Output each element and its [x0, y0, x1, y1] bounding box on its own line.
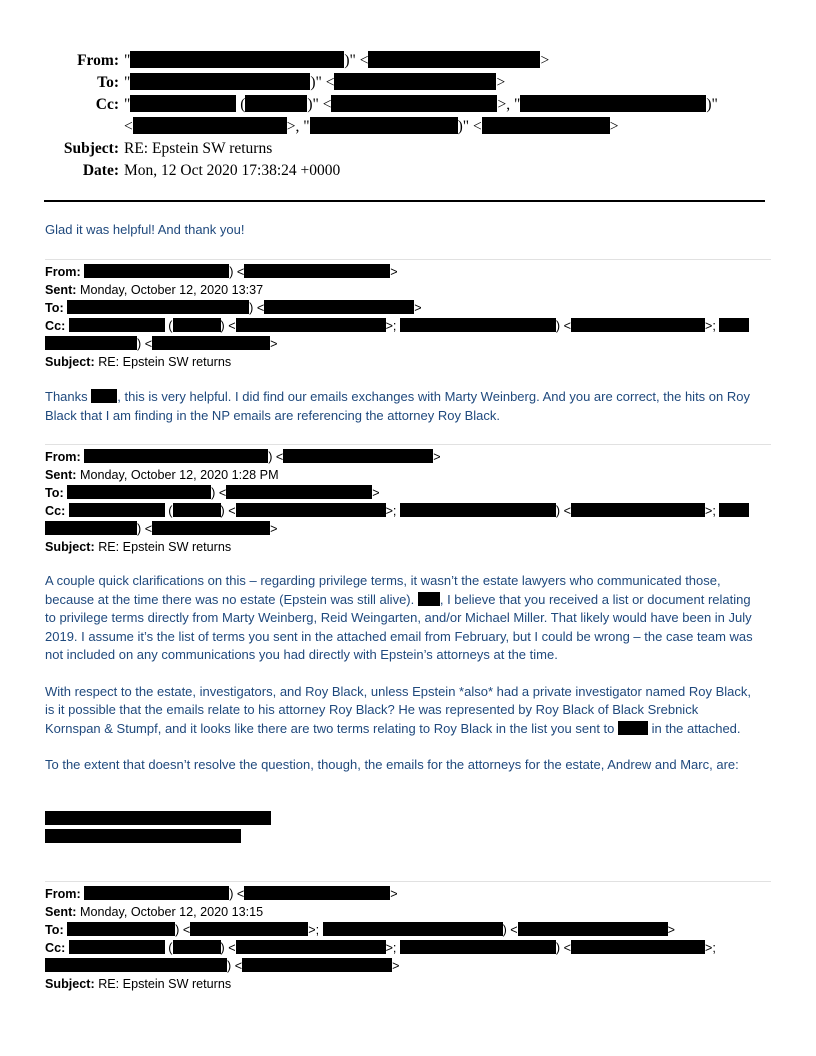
subject-value: RE: Epstein SW returns: [98, 355, 232, 369]
date-label: Date:: [82, 162, 119, 179]
redaction: [236, 318, 386, 332]
redaction: [400, 503, 556, 517]
subject-label: Subject:: [63, 140, 119, 157]
redaction: [190, 922, 308, 936]
redaction: [719, 503, 749, 517]
to-label: To:: [45, 301, 64, 315]
subject-label: Subject:: [45, 540, 95, 554]
cc-label: Cc:: [95, 96, 119, 113]
redaction: [130, 73, 310, 90]
redaction: [67, 300, 249, 314]
redaction: [226, 485, 372, 499]
redaction: [283, 449, 433, 463]
redaction: [152, 336, 270, 350]
redaction: [45, 811, 271, 825]
subject-value: RE: Epstein SW returns: [98, 977, 232, 991]
paragraph: To the extent that doesn’t resolve the question, though, the emails for the attorneys for the estate, Andrew and Marc, are:: [45, 757, 739, 772]
redaction: [173, 318, 221, 332]
redaction: [245, 95, 307, 112]
redaction: [242, 958, 392, 972]
message-separator: [45, 259, 771, 260]
quoted-header-1: From: ) < > Sent: Monday, October 12, 2020 13:37 To: ) < > Cc: ( ) < >; ) < >; ) < > Subject: RE: Epstein SW returns: [45, 263, 749, 371]
redaction: [69, 940, 165, 954]
cc-value: " ( )" < >, " )": [124, 96, 718, 113]
redaction: [400, 318, 556, 332]
cc-label: Cc:: [45, 319, 66, 333]
subject-value: RE: Epstein SW returns: [124, 140, 273, 157]
header-date-row: [0, 160, 816, 182]
redaction: [331, 95, 497, 112]
sent-value: Monday, October 12, 2020 1:28 PM: [79, 468, 279, 482]
redaction: [571, 940, 705, 954]
message-body-1: Thanks , this is very helpful. I did find our emails exchanges with Marty Weinberg. And you are correct, the hits on Roy Black that I am finding in the NP emails are referencing the attorney Roy Black.: [45, 389, 750, 423]
redaction: [67, 922, 175, 936]
sent-value: Monday, October 12, 2020 13:15: [79, 905, 264, 919]
redaction: [152, 521, 270, 535]
redaction: [69, 318, 165, 332]
redaction: [173, 503, 221, 517]
from-value: " )" < >: [124, 52, 550, 69]
message-separator: [45, 881, 771, 882]
to-value: " )" < >: [124, 74, 506, 91]
redaction: [571, 318, 705, 332]
header-subject-row: [0, 138, 816, 160]
latest-reply: Glad it was helpful! And thank you!: [45, 222, 245, 237]
redaction: [45, 521, 137, 535]
date-value: Mon, 12 Oct 2020 17:38:24 +0000: [124, 162, 341, 179]
message-body-2: [45, 572, 755, 775]
redaction: [334, 73, 496, 90]
cc-label: Cc:: [45, 504, 66, 518]
header-cc-row: [0, 94, 816, 116]
redaction: [310, 117, 458, 134]
redaction: [45, 958, 227, 972]
redaction: [323, 922, 503, 936]
redaction: [518, 922, 668, 936]
redaction: [130, 95, 236, 112]
from-label: From:: [45, 450, 81, 464]
redaction: [45, 336, 137, 350]
to-label: To:: [45, 923, 64, 937]
header-to-row: [0, 72, 816, 94]
redaction: [719, 318, 749, 332]
redaction: [236, 503, 386, 517]
redaction: [84, 449, 268, 463]
redaction: [368, 51, 540, 68]
redaction: [571, 503, 705, 517]
redaction: [618, 721, 648, 735]
paragraph: A couple quick clarifications on this – regarding privilege terms, it wasn’t the estate lawyers who communicated those, because at the time there was no estate (Epstein was still alive). , I believe that you received a list or document relating to privilege terms directly from Marty Weinberg, Reid Weingarten, and/or Michael Miller. That likely would have been in July 2019. I assume it’s the list of terms you sent in the attached email from February, but I could be wrong – the case team was not included on any communications you had directly with Epstein’s attorneys at the time.: [45, 573, 753, 662]
quoted-header-3: From: ) < > Sent: Monday, October 12, 2020 13:15 To: ) < >; ) < > Cc: ( ) < >; ) < >; ) < > Subject: RE: Epstein SW returns: [45, 887, 716, 991]
header-cc-row-2: [0, 116, 816, 138]
from-label: From:: [77, 52, 119, 69]
email-header: [0, 50, 816, 182]
message-separator: [45, 444, 771, 445]
redaction: [244, 886, 390, 900]
quoted-header-2: From: ) < > Sent: Monday, October 12, 2020 1:28 PM To: ) < > Cc: ( ) < >; ) < >; ) < > Subject: RE: Epstein SW returns: [45, 448, 749, 556]
from-label: From:: [45, 887, 81, 901]
from-label: From:: [45, 265, 81, 279]
redaction: [482, 117, 610, 134]
paragraph: With respect to the estate, investigators, and Roy Black, unless Epstein *also* had a private investigator named Roy Black, is it possible that the emails relate to his attorney Roy Black? He was represented by Roy Black of Black Srebnick Kornspan & Stumpf, and it looks like there are two terms relating to Roy Black in the list you sent to in the attached.: [45, 683, 751, 736]
redaction: [130, 51, 344, 68]
header-divider: [44, 200, 765, 202]
redaction: [244, 264, 390, 278]
cc-label: Cc:: [45, 941, 66, 955]
redaction: [418, 592, 440, 606]
redaction: [91, 389, 117, 403]
subject-label: Subject:: [45, 355, 95, 369]
redaction: [69, 503, 165, 517]
sent-label: Sent:: [45, 283, 77, 297]
redaction: [173, 940, 221, 954]
sent-label: Sent:: [45, 468, 77, 482]
redaction: [84, 886, 229, 900]
to-label: To:: [45, 486, 64, 500]
sent-value: Monday, October 12, 2020 13:37: [79, 283, 264, 297]
subject-value: RE: Epstein SW returns: [98, 540, 232, 554]
subject-label: Subject:: [45, 977, 95, 991]
to-label: To:: [97, 74, 119, 91]
header-from-row: [0, 50, 816, 72]
redaction: [84, 264, 229, 278]
redaction: [133, 117, 287, 134]
redaction: [264, 300, 414, 314]
redaction: [400, 940, 556, 954]
redaction: [520, 95, 706, 112]
redaction: [45, 829, 241, 843]
redaction: [236, 940, 386, 954]
sent-label: Sent:: [45, 905, 77, 919]
cc-value-cont: < >, " )" < >: [124, 118, 619, 135]
redaction: [67, 485, 211, 499]
